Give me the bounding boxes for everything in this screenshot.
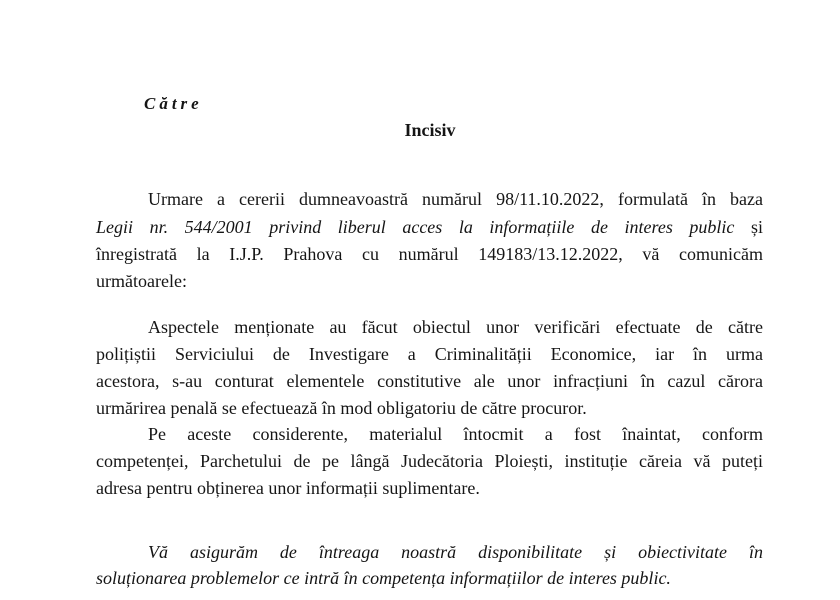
paragraph-line: înregistrată la I.J.P. Prahova cu numărul 149183/13.12.2022, vă comunicăm	[96, 244, 763, 264]
paragraph-line: Urmare a cererii dumneavoastră numărul 98/11.10.2022, formulată în baza	[148, 189, 763, 209]
paragraph-line: competenței, Parchetului de pe lângă Judecătoria Ploiești, instituție căreia vă puteți	[96, 451, 763, 471]
paragraph-line: următoarele:	[96, 271, 187, 291]
paragraph-text: și	[734, 217, 763, 237]
closing-line: Vă asigurăm de întreaga noastră disponibilitate și obiectivitate în	[148, 542, 763, 562]
paragraph-line: Aspectele menționate au făcut obiectul unor verificări efectuate de către	[148, 317, 763, 337]
paragraph-line: Pe aceste considerente, materialul întocmit a fost înaintat, conform	[148, 424, 763, 444]
paragraph-line	[96, 215, 763, 239]
law-reference: Legii nr. 544/2001 privind liberul acces la informațiile de interes public	[96, 217, 735, 237]
paragraph-line: acestora, s-au conturat elementele constitutive ale unor infracțiuni în cazul cărora	[96, 371, 763, 391]
paragraph-line: polițiștii Serviciului de Investigare a Criminalității Economice, iar în urma	[96, 344, 763, 364]
closing-line: soluționarea problemelor ce intră în competența informațiilor de interes public.	[96, 568, 671, 588]
addressee-label: Către	[144, 94, 203, 113]
recipient-name: Incisiv	[404, 120, 456, 140]
paragraph-line: adresa pentru obținerea unor informații suplimentare.	[96, 478, 480, 498]
paragraph-line: urmărirea penală se efectuează în mod obligatoriu de către procuror.	[96, 398, 587, 418]
